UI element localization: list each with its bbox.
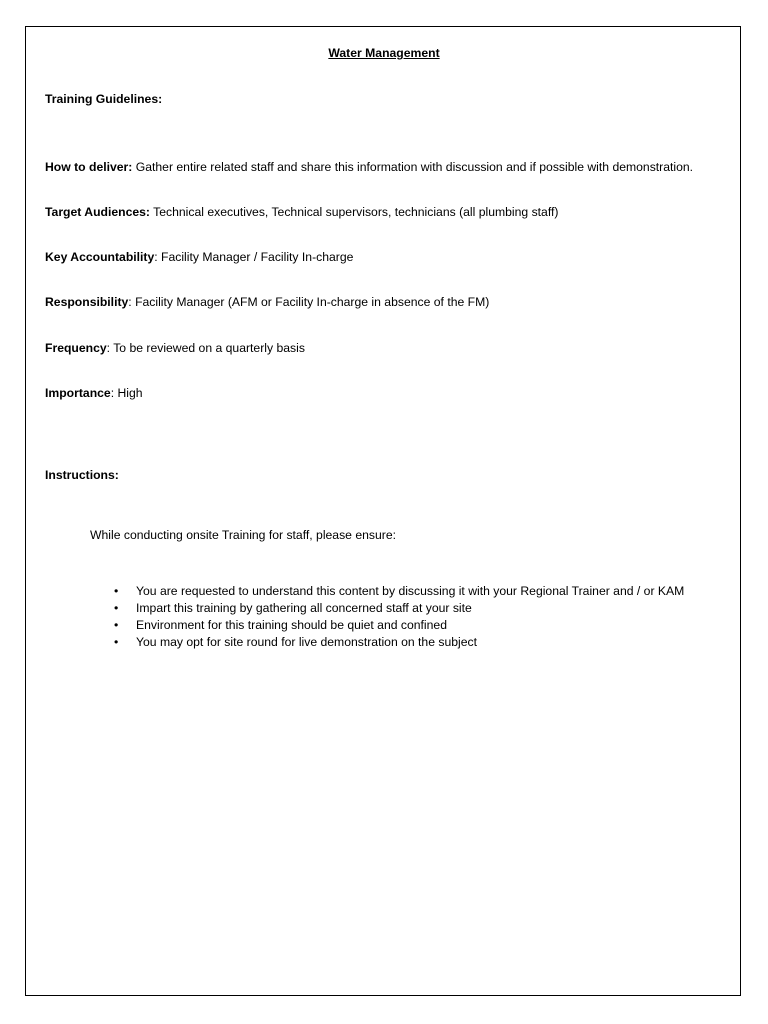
bullet-icon: • [114,584,119,598]
list-item [108,583,684,600]
target-audiences-value: Technical executives, Technical supervisors, technicians (all plumbing staff) [149,205,559,219]
frequency-value: : To be reviewed on a quarterly basis [106,341,305,355]
bullet-icon: • [114,618,119,632]
key-accountability-label: Key Accountability [45,250,155,264]
how-to-deliver-line [45,159,693,175]
how-to-deliver-label: How to deliver: [45,160,133,174]
list-item-text: You are requested to understand this content by discussing it with your Regional Trainer and / or KAM [136,584,685,598]
importance-line [45,385,143,401]
list-item [108,634,684,651]
document-title: Water Management [328,46,440,60]
frequency-label: Frequency [45,341,107,355]
target-audiences-line [45,204,558,220]
how-to-deliver-value: Gather entire related staff and share this information with discussion and if possible with demonstration. [132,160,694,174]
instructions-heading: Instructions: [45,468,119,482]
key-accountability-value: : Facility Manager / Facility In-charge [154,250,354,264]
target-audiences-label: Target Audiences: [45,205,150,219]
list-item [108,617,684,634]
bullet-icon: • [114,635,119,649]
frequency-line [45,340,305,356]
instructions-intro: While conducting onsite Training for staff, please ensure: [90,528,396,542]
list-item [108,600,684,617]
responsibility-value: : Facility Manager (AFM or Facility In-charge in absence of the FM) [128,295,490,309]
list-item-text: Environment for this training should be quiet and confined [136,618,447,632]
responsibility-line [45,294,489,310]
responsibility-label: Responsibility [45,295,129,309]
key-accountability-line [45,249,353,265]
bullet-icon: • [114,601,119,615]
importance-label: Importance [45,386,111,400]
instructions-list [108,583,684,651]
importance-value: : High [110,386,143,400]
list-item-text: You may opt for site round for live demonstration on the subject [136,635,477,649]
list-item-text: Impart this training by gathering all concerned staff at your site [136,601,472,615]
training-guidelines-heading: Training Guidelines: [45,92,163,106]
